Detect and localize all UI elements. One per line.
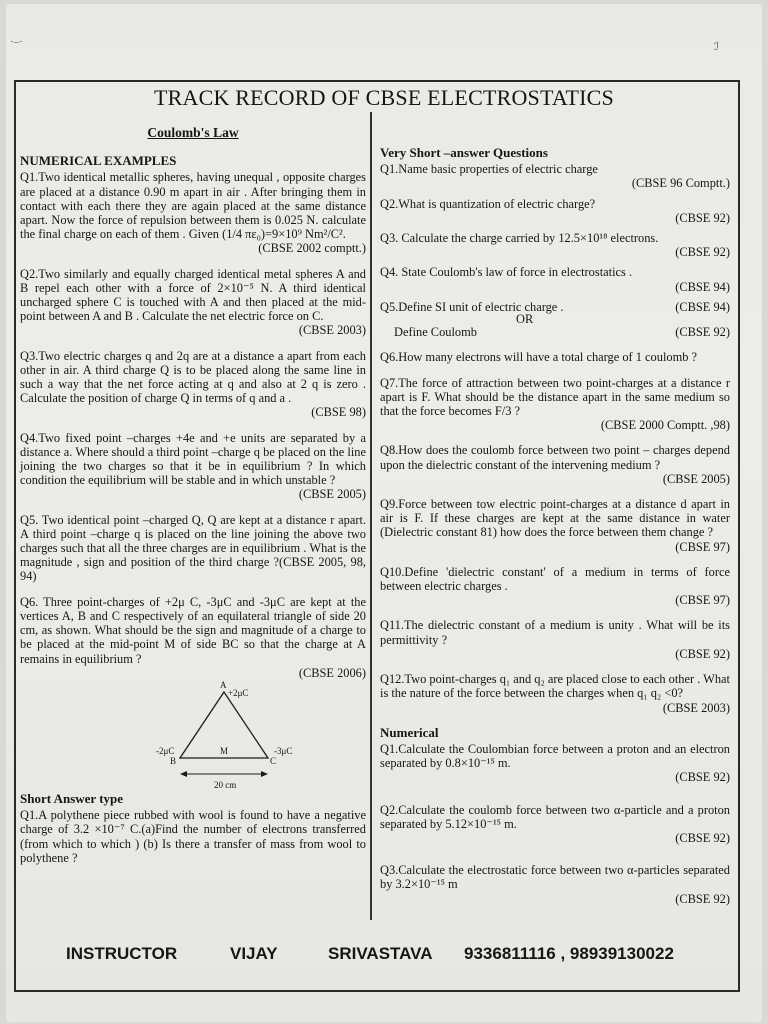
question-text: Q2.What is quantization of electric charge? <box>380 196 596 211</box>
question-text: Q3.Calculate the electrostatic force between two α-particles separated by 3.2×10⁻¹⁵ m <box>380 863 730 892</box>
question-text: Q8.How does the coulomb force between two point – charges depend upon the dielectric constant of the intervening medium ? <box>380 443 730 472</box>
section-subtitle: Coulomb's Law <box>147 125 239 140</box>
question-alt-ref: (CBSE 92) <box>675 325 730 340</box>
question-ref: (CBSE 92) <box>675 646 730 661</box>
question-ref: (CBSE 97) <box>675 593 730 608</box>
instructor-first-name: VIJAY <box>230 944 278 963</box>
question-text: Q1.Two identical metallic spheres, having unequal , opposite charges are placed at a distance 0.90 m apart in air . After bringing them in contact with each there they are again placed at the same distance apart. Now the force of repulsion between them is 0.025 N. calculate the final charge on each of them . Given (1/4 πε₀)=9×10⁹ Nm²/C². <box>20 170 366 242</box>
midpoint-m-label: M <box>220 745 229 756</box>
question-text: Q4.Two fixed point –charges +4e and +e units are separated by a distance a. Where should a third point –charge q be placed on the line joining the two charges so that it be in equilibrium ? In which condition the equilibrium will be stable and in which unstable ? <box>20 430 366 488</box>
question-item <box>20 170 366 255</box>
question-text: Q1.Name basic properties of electric charge <box>380 162 598 177</box>
numerical-heading: NUMERICAL EXAMPLES <box>20 153 177 169</box>
vertex-c-label: C <box>270 755 277 766</box>
vertex-b-label: B <box>170 755 177 766</box>
question-text: Q12.Two point-charges q₁ and q₂ are placed close to each other . What is the nature of the force between the charges when q₁ q₂ <0? <box>380 672 730 701</box>
instructor-label: INSTRUCTOR <box>66 944 178 963</box>
question-ref: (CBSE 98) <box>311 405 366 420</box>
question-ref: (CBSE 92) <box>675 891 730 906</box>
question-item <box>20 513 366 584</box>
numerical-heading-right: Numerical <box>380 724 439 740</box>
question-item <box>20 349 366 420</box>
question-item <box>380 162 730 190</box>
question-text: Q11.The dielectric constant of a medium is unity . What will be its permittivity ? <box>380 618 730 647</box>
question-ref: (CBSE 92) <box>675 830 730 845</box>
question-ref: (CBSE 94) <box>675 299 730 314</box>
question-item <box>380 803 730 846</box>
question-item <box>20 431 366 502</box>
question-ref: (CBSE 2006) <box>298 665 366 680</box>
question-text: Q4. State Coulomb's law of force in electrostatics . <box>380 265 633 280</box>
question-ref: (CBSE 92) <box>675 245 730 260</box>
question-text: Q10.Define 'dielectric constant' of a medium in terms of force between electric charges . <box>380 564 730 594</box>
question-item <box>380 197 730 225</box>
question-text: Q1.Calculate the Coulombian force between a proton and an electron separated by 0.8×10⁻¹⁵ m. <box>380 741 730 771</box>
question-item <box>380 565 730 608</box>
right-column <box>380 146 730 917</box>
question-ref: (CBSE 2002 comptt.) <box>258 241 366 256</box>
question-ref: (CBSE 2000 Comptt. ,98) <box>600 418 730 433</box>
question-text: Q6. Three point-charges of +2μ C, -3μC and -3μC are kept at the vertices A, B and C respectively of an equilateral triangle of side 20 cm, as shown. What should be the sign and magnitude of a charge to be placed at the mid-point M of side BC so that the charge at A remains in equilibrium ? <box>20 594 366 666</box>
page-title: TRACK RECORD OF CBSE ELECTROSTATICS <box>154 85 614 110</box>
question-text: Q9.Force between tow electric point-charges at a distance d apart in air is F. If these charges are kept at the same distance in water (Dielectric constant 81) how does the force between them change ? <box>380 497 730 540</box>
short-answer-heading: Short Answer type <box>20 790 124 806</box>
left-column <box>20 126 366 876</box>
question-ref: (CBSE 96 Comptt.) <box>631 176 730 191</box>
question-item <box>20 808 366 865</box>
question-item <box>380 497 730 554</box>
corner-mark-top-right: ℐ <box>714 41 720 53</box>
question-item <box>20 267 366 338</box>
question-item <box>380 443 730 486</box>
or-separator: OR <box>516 312 534 327</box>
question-ref: (CBSE 94) <box>675 279 730 294</box>
question-item <box>380 376 730 433</box>
question-ref: (CBSE 92) <box>675 770 730 785</box>
question-ref: (CBSE 2003) <box>662 700 730 715</box>
question-ref: (CBSE 2005) <box>298 487 366 502</box>
question-item <box>380 300 730 340</box>
question-text: Q1.A polythene piece rubbed with wool is found to have a negative charge of 3.2 ×10⁻⁷ C.(a)Find the number of electrons transferred (from which to which ) (b) Is there a transfer of mass from wool to polythene ? <box>20 808 366 865</box>
question-text: Q5.Define SI unit of electric charge . <box>380 299 564 314</box>
question-text: Q2.Calculate the coulomb force between two α-particle and a proton separated by 5.12×10⁻¹⁵ m. <box>380 802 730 831</box>
side-length-label: 20 cm <box>214 779 237 790</box>
question-text: Q3.Two electric charges q and 2q are at a distance a apart from each other in air. A third charge Q is to be placed along the same line in such a way that the net force acting at q and also at 2 q is zero . Calculate the position of charge Q in terms of q and a . <box>20 348 366 406</box>
triangle-diagram <box>150 680 310 790</box>
column-divider <box>370 112 372 920</box>
vertex-b-charge: -2μC <box>156 745 175 756</box>
very-short-heading: Very Short –answer Questions <box>380 145 548 160</box>
question-text: Q6.How many electrons will have a total charge of 1 coulomb ? <box>380 350 698 365</box>
question-alt-text: Define Coulomb <box>394 325 477 340</box>
question-item <box>380 265 730 293</box>
question-item <box>380 863 730 906</box>
question-item <box>380 618 730 661</box>
vertex-a-charge: +2μC <box>228 687 249 698</box>
vertex-a-label: A <box>220 679 227 690</box>
instructor-phones: 9336811116 , 98939130022 <box>464 944 674 963</box>
question-item <box>380 231 730 259</box>
vertex-c-charge: -3μC <box>274 745 293 756</box>
question-item <box>380 742 730 785</box>
instructor-last-name: SRIVASTAVA <box>328 944 433 963</box>
question-text: Q7.The force of attraction between two point-charges at a distance r apart is F. What should be the distance apart in the same medium so that the force becomes F/3 ? <box>380 375 730 419</box>
question-ref: (CBSE 92) <box>675 210 730 225</box>
question-item <box>380 350 730 364</box>
question-text: Q5. Two identical point –charged Q, Q are kept at a distance r apart. A third point –charge q is placed on the line joining the above two charges such that all the three charges are in equilibrium . What is the magnitude , sign and position of the third charge ?(CBSE 2005, 98, 94) <box>20 512 366 584</box>
question-item <box>380 672 730 715</box>
corner-mark-top-left: ·‒· <box>10 36 23 48</box>
question-text: Q2.Two similarly and equally charged identical metal spheres A and B repel each other with a force of 2×10⁻⁵ N. A third identical uncharged sphere C is touched with A and then placed at the mid-point between A and B . Calculate the net electric force on C. <box>20 266 366 324</box>
question-ref: (CBSE 97) <box>675 539 730 554</box>
question-item <box>20 595 366 680</box>
question-ref: (CBSE 2005) <box>662 471 730 486</box>
question-ref: (CBSE 2003) <box>298 323 366 338</box>
question-text: Q3. Calculate the charge carried by 12.5×10¹⁸ electrons. <box>380 231 659 246</box>
